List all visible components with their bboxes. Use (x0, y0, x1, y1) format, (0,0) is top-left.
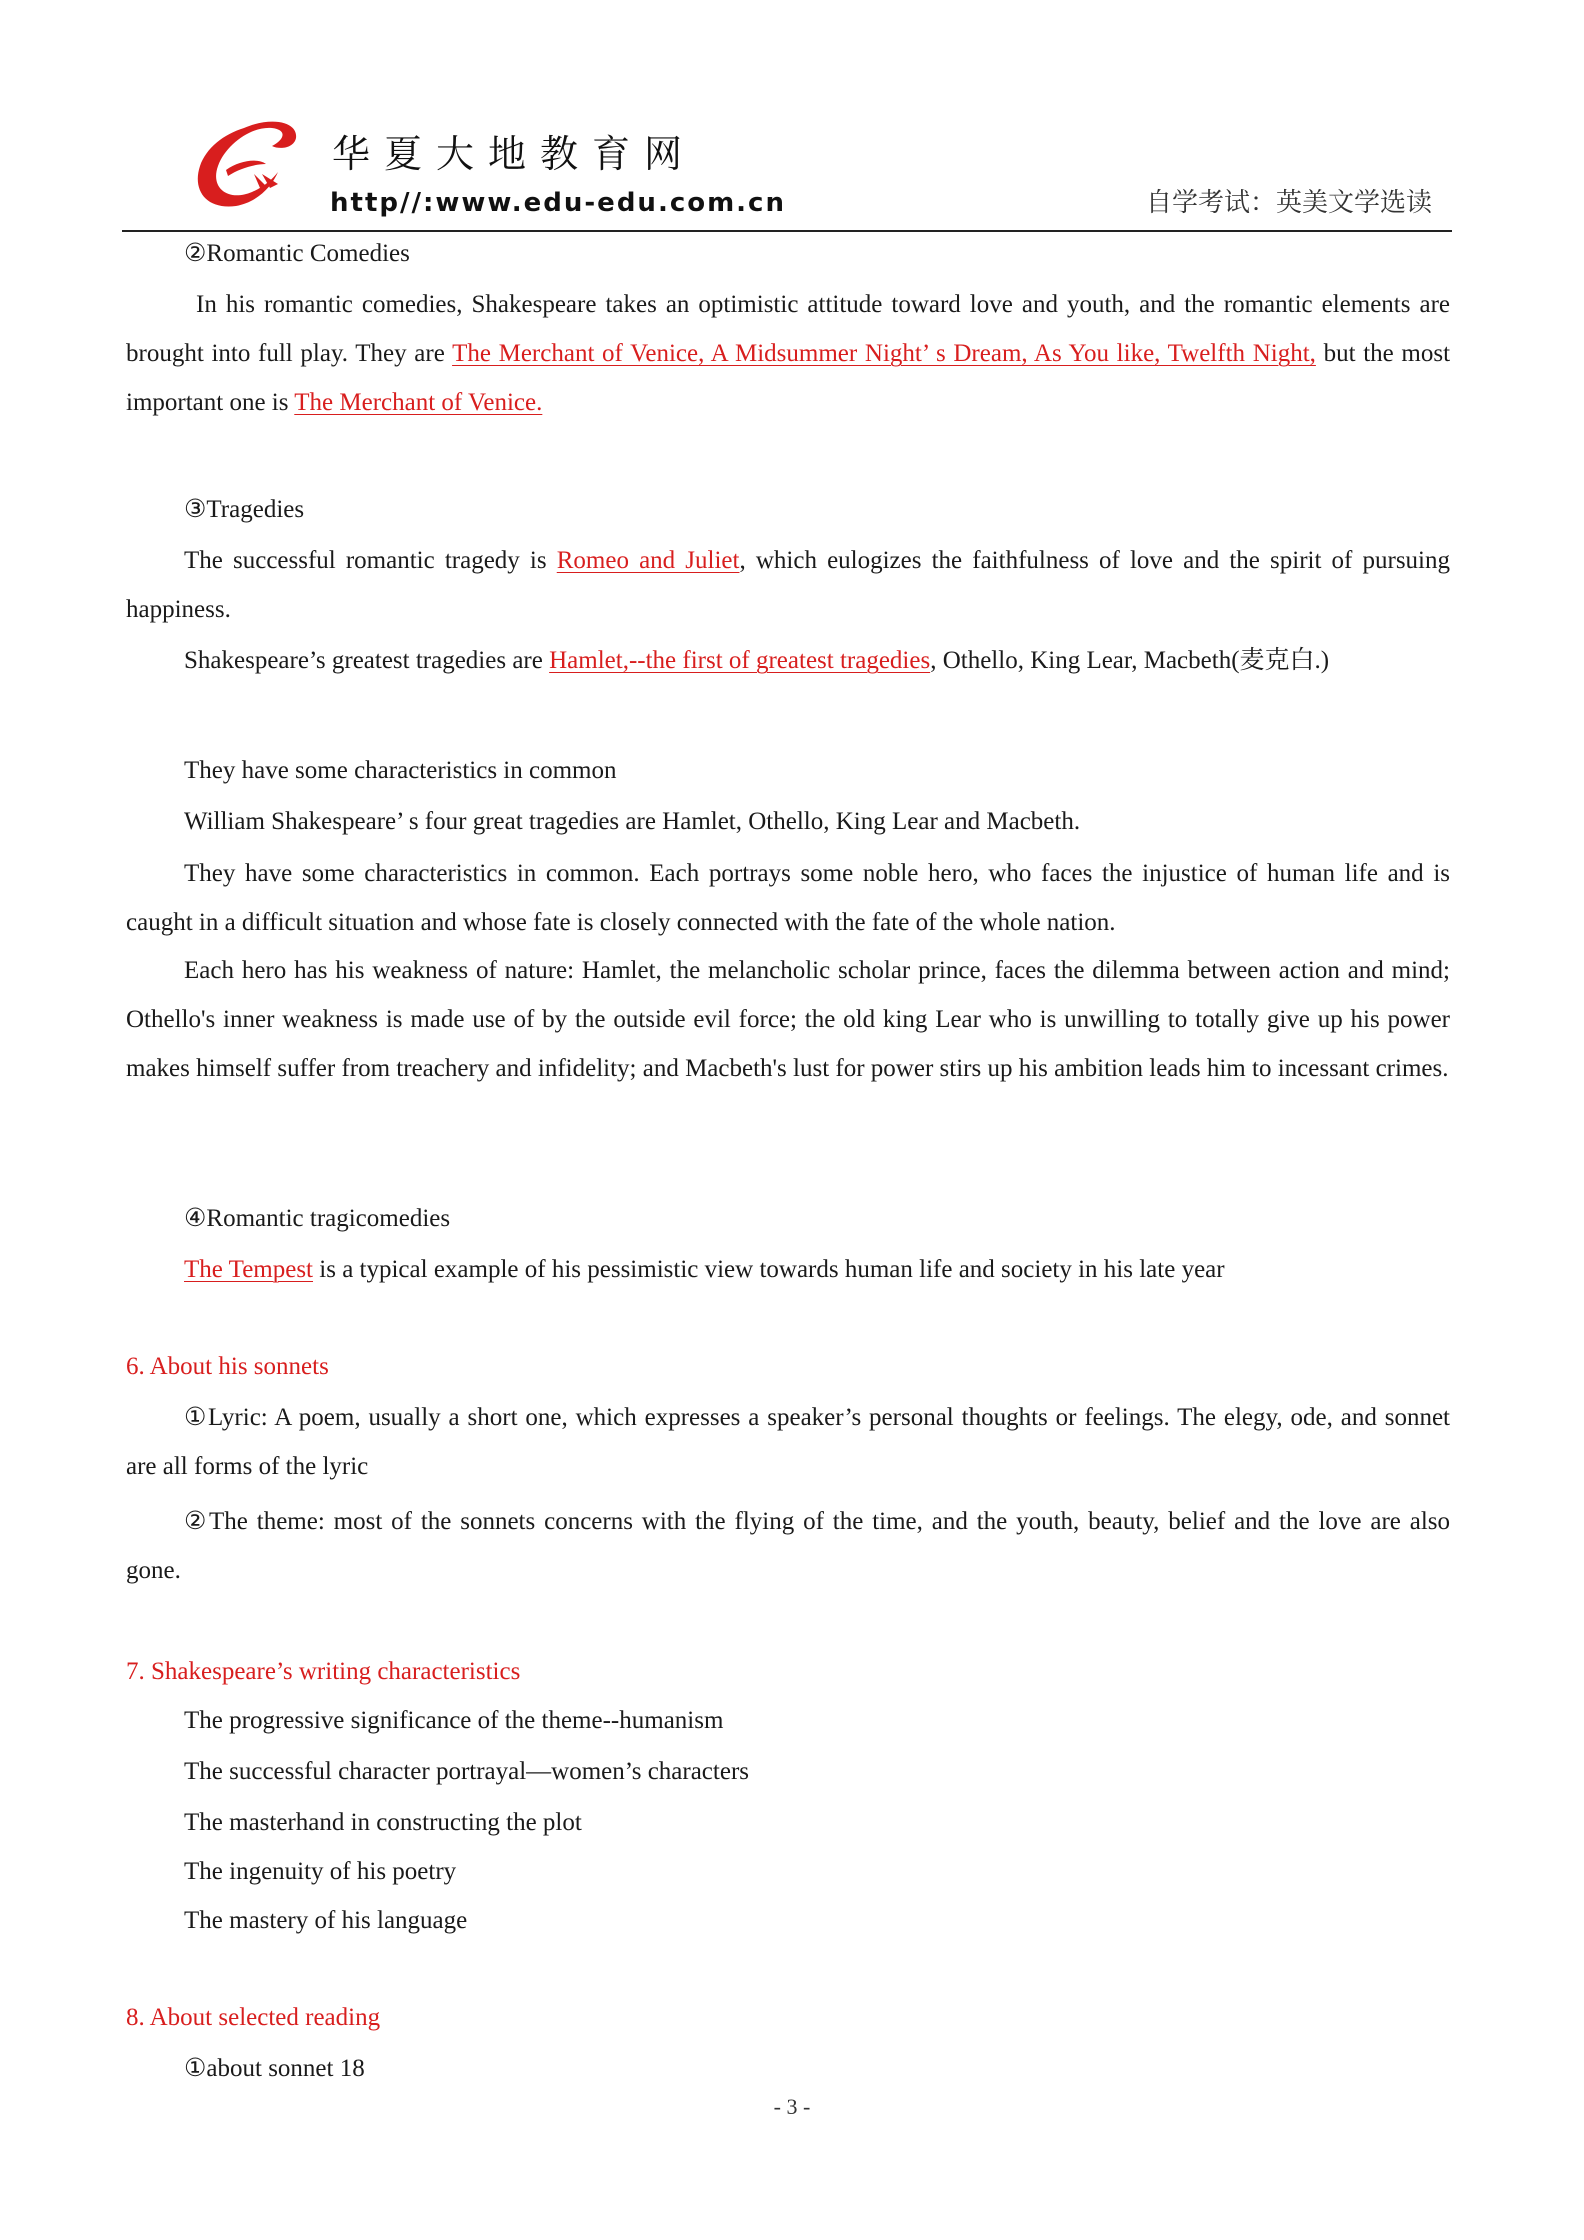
list-item: The masterhand in constructing the plot (184, 1809, 582, 1836)
heading-tragedies: ③Tragedies (184, 496, 305, 523)
paragraph-romantic-comedies (126, 280, 1450, 427)
paragraph-characteristics-short: They have some characteristics in common (184, 757, 617, 784)
list-item: The ingenuity of his poetry (184, 1858, 457, 1885)
heading-romantic-comedies: ②Romantic Comedies (184, 240, 410, 267)
paragraph-greatest-tragedies (126, 636, 1450, 685)
list-item: The successful character portrayal—women’s characters (184, 1758, 750, 1785)
link-hamlet[interactable]: Hamlet,--the first of greatest tragedies (549, 647, 931, 674)
text-segment: , Othello, King Lear, Macbeth(麦克白.) (930, 647, 1330, 674)
link-the-tempest[interactable]: The Tempest (184, 1256, 314, 1283)
page-number: - 3 - (773, 2094, 811, 2119)
paragraph-lyric: ①Lyric: A poem, usually a short one, which expresses a speaker’s personal thoughts or feelings. The elegy, ode, and sonnet are all forms of the lyric (126, 1404, 1450, 1480)
paragraph-four-tragedies: William Shakespeare’ s four great tragedies are Hamlet, Othello, King Lear and Macbeth. (184, 808, 1081, 835)
paragraph-hero-weakness: Each hero has his weakness of nature: Hamlet, the melancholic scholar prince, faces the dilemma between action and mind; Othello's inner weakness is made use of by the outside evil force; the old king Lear who is unwilling to totally give up his power makes himself suffer from treachery and infidelity; and Macbeth's lust for power stirs up his ambition leads him to incessant crimes. (126, 957, 1450, 1082)
heading-section-8: 8. About selected reading (126, 2004, 381, 2031)
subject-label: 自学考试：英美文学选读 (1145, 188, 1432, 218)
heading-section-7: 7. Shakespeare’s writing characteristics (126, 1658, 521, 1685)
text-segment: Shakespeare’s greatest tragedies are (184, 647, 550, 674)
heading-section-6: 6. About his sonnets (126, 1353, 329, 1380)
link-comedy-titles[interactable]: The Merchant of Venice, A Midsummer Night’ s Dream, As You like, Twelfth Night, (452, 340, 1316, 367)
site-name: 华夏大地教育网 (332, 132, 697, 176)
list-item: The progressive significance of the theme--humanism (184, 1707, 724, 1734)
text-segment: In his romantic comedies, Shakespeare takes an optimistic attitude toward love and youth, and the romantic elements are brought into full play. They are (126, 291, 1450, 367)
heading-romantic-tragicomedies: ④Romantic tragicomedies (184, 1205, 451, 1232)
link-romeo-and-juliet[interactable]: Romeo and Juliet (556, 547, 740, 574)
paragraph-romantic-tragedy (126, 536, 1450, 634)
paragraph-tempest (126, 1245, 1450, 1294)
paragraph-sonnet-theme: ②The theme: most of the sonnets concerns with the flying of the time, and the youth, beauty, belief and the love are also gone. (126, 1508, 1450, 1584)
site-url: http//:www.edu-edu.com.cn (330, 188, 786, 218)
paragraph-characteristics-common: They have some characteristics in common. Each portrays some noble hero, who faces the injustice of human life and is caught in a difficult situation and whose fate is closely connected with the fate of the whole nation. (126, 860, 1450, 936)
site-logo-icon (192, 114, 304, 214)
link-merchant-of-venice[interactable]: The Merchant of Venice. (294, 389, 543, 416)
text-segment: is a typical example of his pessimistic view towards human life and society in his late year (313, 1256, 1225, 1283)
text-segment: The successful romantic tragedy is (184, 547, 557, 574)
list-item: ①about sonnet 18 (184, 2055, 365, 2082)
text-segment: , which eulogizes the faithfulness of love and the spirit of pursuing happiness. (126, 547, 1450, 623)
text-segment: but the most important one is (126, 340, 1451, 416)
list-item: The mastery of his language (184, 1907, 468, 1934)
